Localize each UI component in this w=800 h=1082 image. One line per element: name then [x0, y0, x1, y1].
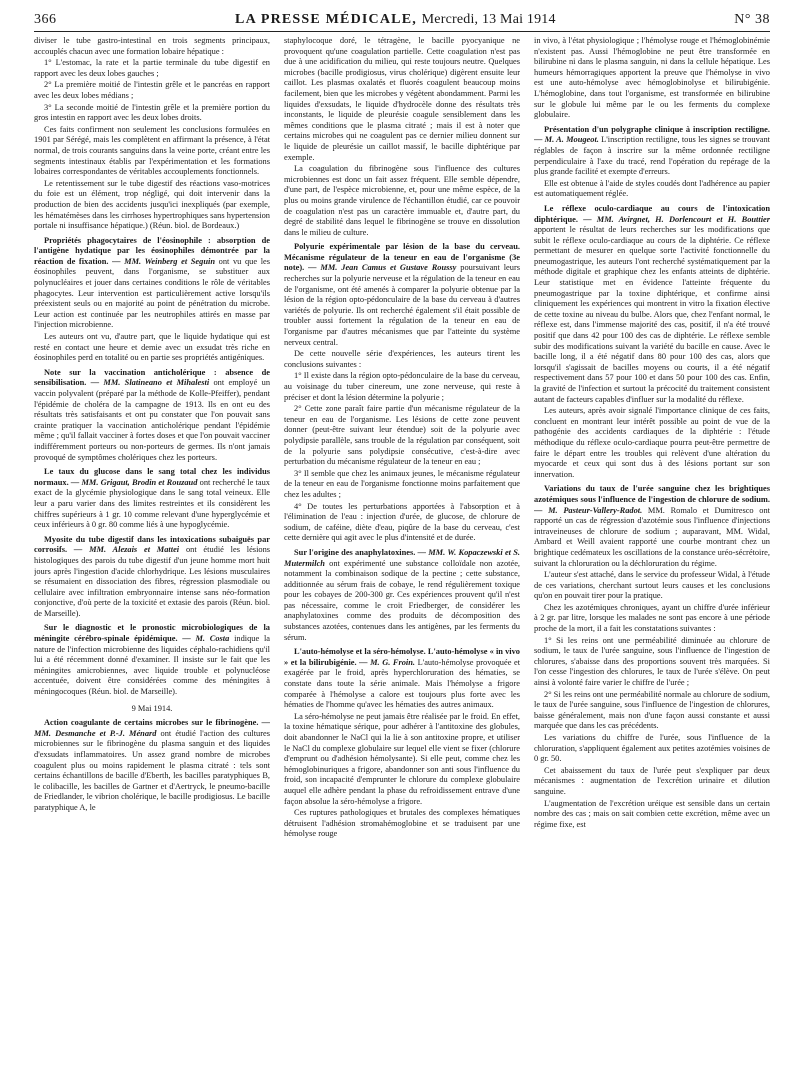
paragraph: Chez les azotémiques chroniques, ayant un chiffre d'urée inférieur à 2 gr. par litre, lorsque les malades ne sont pas encore à une période proche de la mort, il a fait les constatations suivantes : [534, 602, 770, 634]
paragraph: Les auteurs, après avoir signalé l'importance clinique de ces faits, concluent en montrant leur intérêt possible au point de vue de la pathogénie des accidents cardiaques de la diphtérie : l'étude méthodique du réflexe oculo-cardiaque pourra peut-être permettre de faire le départ entre les troubles qui relèvent d'une altération du myocarde et ceux qui sont dus à des lésions portant sur son innervation. [534, 406, 770, 479]
paragraph: L'auteur s'est attaché, dans le service du professeur Widal, à l'étude de ces variations, cherchant surtout leurs causes et les conclusions qu'on en pouvait tirer pour la pratique. [534, 570, 770, 601]
page-number: 366 [34, 12, 57, 27]
paragraph: La séro-hémolyse ne peut jamais être réalisée par le froid. En effet, la toxine hématique sérique, pour adhérer à l'antitoxine des globules, doit abandonner le NaCl qui la lie à son antitoxine propre, et utiliser le NaCl du complexe globulaire sur lequel elle vient se fixer (chlorure d'emprunt ou d'adhésion hémolysante). Si elle peut, comme chez les hémoglobinuriques a frigore, abandonner son anti sous l'influence du froid, son incapacité d'emprunter le chlorure du complexe globulaire auquel elle adhère pendant la phase du refroidissement entrave d'une façon absolue la séro-hémolyse a frigore. [284, 711, 520, 806]
journal-name: LA PRESSE MÉDICALE, [235, 12, 417, 27]
column-2 [284, 36, 520, 1066]
list-item: 2° Cette zone paraît faire partie d'un mécanisme régulateur de la teneur en eau de l'organisme. Les lésions de cette zone peuvent donner (peut-être suivant leur étendue) soit de la polyurie avec polydipsie parallèle, sans trouble de la régulation par conséquent, soit de la polyurie sans polydipsie consécutive, c'est-à-dire avec perturbation du mécanisme régulateur de la teneur en eau ; [284, 404, 520, 467]
text-columns [34, 36, 770, 1066]
section-text: MM. Romalo et Dumitresco ont rapporté un cas de régression d'azotémie sous l'influence d'injections intraveineuses de chlorure de sodium ; auparavant, MM. Widal, Ambard et Weill avaient rapporté une courbe montrant chez un brightique cedémateux les oscillations de la constance uréo-sécrétoire, suivant la chloruration ou la déchloruration du régime. [534, 505, 770, 568]
journal-title [235, 12, 556, 28]
section-authors: — MM. Avirgnet, H. Dorlencourt et H. Bouttier [583, 214, 770, 224]
section-authors: — M. A. Mougeot. [534, 135, 599, 145]
section-authors: — M. Costa [182, 634, 230, 644]
section-text: apportent le résultat de leurs recherches sur les modifications que subit le réflexe oculo-cardiaque au cours de la diphtérie. Ce réflexe permettant de mesurer en quelque sorte l'activité fonctionnelle du pneumogastrique, les auteurs l'ont recherché systématiquement par la méthode digitale et graphique chez les enfants atteints de diphtérie. Leur statistique met en évidence l'atteinte fréquente du pneumogastrique par la toxine diphtérique, et confirme ainsi cliniquement les expériences qui montrent in vitro la fixation élective de cette toxine au niveau du bulbe. Alors que, chez l'enfant normal, le réflexe est, dans l'immense majorité des cas, positif, il n'a été trouvé positif que dans 42 pour 100 des cas de diphtérie. Le réflexe semble subir des modifications suivant la variété du bacille en cause. Avec le bacille long, il a été négatif dans 80 pour 100 des cas, alors que lorsqu'il s'agissait de bacilles moyens ou courts, il a été négatif respectivement dans 57 pour 100 et dans 50 pour 100 des cas. Enfin, la gravité de l'infection et surtout la précocité du traitement consistent autant de facteurs capables d'influer sur la modalité du réflexe. [534, 225, 770, 404]
section-title: Sur le diagnostic et le pronostic microbiologiques de la méningite cérébro-spinale épidémique. [34, 623, 270, 644]
section-authors: — MM. Slatineano et Mihalesti [90, 378, 210, 388]
section-title: Note sur la vaccination anticholérique : absence de sensibilisation. [34, 367, 270, 388]
section-authors: — MM. Weinberg et Seguin [112, 256, 215, 266]
section-authors: — MM. W. Kopaczewski et S. Mutermilch [284, 547, 520, 568]
section-polygraphe [534, 125, 770, 178]
paragraph: diviser le tube gastro-intestinal en trois segments principaux, accouplés chacun avec une formation lobaire hépatique : [34, 36, 270, 56]
section-vaccination [34, 368, 270, 463]
page-header [34, 12, 770, 32]
paragraph: in vivo, à l'état physiologique ; l'hémolyse rouge et l'hémoglobinémie n'existent pas. Aussi l'hémoglobine ne peut être transformée en bilirubine ni dans le plasma sanguin, ni dans la cellule hépatique. Les humeurs hémorragiques apportent la preuve que l'hémolyse in vivo est une auto-hémolyse avec hémoglobinolyse et bilirubigénie. L'hémoglobine, dans tout l'organisme, est transformée en bilirubine sur le globule lui même par le ou les ferments du complexe globulaire. [534, 36, 770, 120]
section-text: L'inscription rectiligne, tous les signes se trouvant réglables de façon à inscrire sur la même ordonnée rectiligne perpendiculaire à l'axe du tracé, rend l'opération du repérage de la plus grande facilité et exempte d'erreurs. [534, 135, 770, 177]
paragraph: L'augmentation de l'excrétion uréique est sensible dans un certain nombre des cas ; mais on sait combien cette excrétion, même avec un régime fixe, est [534, 798, 770, 829]
section-title: Action coagulante de certains microbes sur le fibrinogène. [44, 718, 259, 728]
list-item: 2° La première moitié de l'intestin grêle et le pancréas en rapport avec les deux lobes médians ; [34, 80, 270, 100]
section-coagulante [34, 718, 270, 813]
section-title: Myosite du tube digestif dans les intoxications subaiguës par corrosifs. [34, 534, 270, 555]
section-text: ont étudié les lésions histologiques des parois du tube digestif d'un jeune homme mort huit jours après l'ingestion d'acide chlorhydrique. Les lésions musculaires se résumaient en dissociation des fibres, régression plasmodiale ou cellulaire avec infiltration embryonnaire intense sans néo-formation conjonctive, d'où perte de la toxicité et extasie des parois (Réun. biol. de Marseille). [34, 545, 270, 618]
paragraph: Ces faits confirment non seulement les conclusions formulées en 1901 par Sérégé, mais les complètent en affirmant la présence, à l'état normal, de trois courants sanguins dans la veine porte, créant entre les segments intestinaux établis par l'expérimentation et les formations lobaires correspondantes de véritables accouplements fonctionnels. [34, 124, 270, 177]
section-text: indique la nature de l'infection microbienne des liquides céphalo-rachidiens qu'il lui a été récemment donné d'examiner. Il insiste sur le fait que les méningites amicrobiennes, avec liquide trouble et polynucléose accentuée, doivent être considérées comme des méningites à méningocoques (Réun. biol. de Marseille). [34, 634, 270, 697]
list-item: 1° Il existe dans la région opto-pédonculaire de la base du cerveau, au voisinage du tuber cinereum, une zone nerveuse, qui reste à préciser et dont la lésion détermine la polyurie ; [284, 371, 520, 402]
section-glucose [34, 467, 270, 531]
list-item: 2° Si les reins ont une perméabilité normale au chlorure de sodium, le taux de l'urée sanguine, sous l'influence de l'ingestion de chlorures, baisse généralement, mais non d'une façon aussi constante et aussi marquée que dans les cas précédents. [534, 689, 770, 731]
section-title: Sur l'origine des anaphylatoxines. [294, 547, 416, 557]
section-authors: — MM. Grigaut, Brodin et Rouzaud [70, 477, 198, 487]
section-polyurie [284, 242, 520, 348]
section-title: Le réflexe oculo-cardiaque au cours de l'intoxication diphtérique. [534, 203, 770, 224]
section-eosinophile [34, 236, 270, 331]
paragraph: Cet abaissement du taux de l'urée peut s'expliquer par deux mécanismes : augmentation de l'excrétion urinaire et dilution sanguine. [534, 765, 770, 796]
section-text: ont vu que les éosinophiles peuvent, dans l'organisme, se substituer aux polynucléaires et jouer dans certaines conditions le rôle de véritables phagocytes. Leur intervention est particulièrement active lorsqu'ils préexistent seuls ou en majorité au point de pénétration du microbe. Leur action est continuée par les neutrophiles attirés en masse par l'injection microbienne. [34, 256, 270, 330]
list-item: 1° Si les reins ont une perméabilité diminuée au chlorure de sodium, le taux de l'urée sanguine, sous l'influence de l'ingestion de chlorures, s'abaisse dans des proportions souvent très marquées. Si l'on cesse l'ingestion des chlorures, le taux de l'urée s'élève. On peut ainsi à volonté faire varier le chiffre de l'urée ; [534, 635, 770, 688]
section-authors: — MM. Desmanche et P.-J. Ménard [34, 718, 270, 738]
section-authors: — M. Pasteur-Vallery-Radot. [534, 505, 643, 515]
section-text: L'auto-hémolyse provoquée et exagérée par le froid, après hyperchloruration des hématies, se constate dans toute la série animale. Mais l'hémolyse a frigore comparée à l'hémolyse a calore est toujours plus forte avec les hématies de l'homme qu'avec les hématies des autres animaux. [284, 657, 520, 710]
section-text: poursuivant leurs recherches sur la polyurie nerveuse et la régulation de la teneur en eau de l'organisme, ont été amenés à comparer la polyurie obtenue par la lésion de la région opto-pédonculaire de la base du cerveau à d'autres variétés de polyurie. Ils ont recherché également s'il était possible de troubler aussi fortement la régulation de la teneur en eau de l'organisme par d'autres mécanismes que par l'atteinte du système nerveux central. [284, 263, 520, 347]
section-title: Le taux du glucose dans le sang total chez les individus normaux. [34, 467, 270, 487]
paragraph: Ces ruptures pathologiques et brutales des complexes hématiques détruisent l'adhésion stromahémoglobine et se traduisent par une hémolyse rouge [284, 808, 520, 839]
paragraph: La coagulation du fibrinogène sous l'influence des cultures microbiennes est donc un fait assez fréquent. Elle semble dépendre, d'une part, de l'espèce microbienne, et, pour une même espèce, de la plus ou moins grande virulence de l'échantillon étudié, car ce pouvoir de coagulation n'est pas un caractère immuable et, d'autre part, du degré de stabilité dans lequel le fibrinogène se trouve en dissolution dans le milieu de culture. [284, 164, 520, 237]
section-title: Variations du taux de l'urée sanguine chez les brightiques azotémiques sous l'influence de l'ingestion de chlorure de sodium. [534, 484, 770, 504]
section-title: L'auto-hémolyse et la séro-hémolyse. L'auto-hémolyse « in vivo » et la bilirubigénie. [284, 647, 520, 667]
issue-number: N° 38 [734, 12, 770, 27]
section-title: Polyurie expérimentale par lésion de la base du cerveau. Mécanisme régulateur de la teneur en eau de l'organisme (3e note). [284, 242, 520, 273]
section-text: ont recherché le taux exact de la glycémie physiologique dans le sang total veineux. Elle leur a paru varier dans des limites restreintes et ils considèrent les chiffres supérieurs à 1 gr. 10 comme relevant d'une hyperglycémie et ceux inférieurs à 0 gr. 80 comme liés à une hypoglycémie. [34, 477, 270, 530]
paragraph: Les auteurs ont vu, d'autre part, que le liquide hydatique qui est resté en contact une heure et demie avec un exsudat très riche en éosinophiles perd en totalité ou en partie ses propriétés antigéniques. [34, 332, 270, 363]
list-item: 1° L'estomac, la rate et la partie terminale du tube digestif en rapport avec les deux lobes gauches ; [34, 58, 270, 78]
section-uree [534, 484, 770, 569]
list-item: 4° De toutes les perturbations apportées à l'absorption et à l'élimination de l'eau : injection d'urée, de glucose, de chlorure de sodium, de caféine, diète d'eau, piqûre de la base du cerveau, c'est cette dernière qui agit avec le plus d'intensité et de durée. [284, 501, 520, 543]
section-authors: — MM. Jean Camus et Gustave Roussy [308, 263, 457, 273]
section-authors: — M. G. Froin. [359, 657, 416, 667]
section-auto-hemolyse [284, 647, 520, 711]
column-3 [534, 36, 770, 1066]
list-item: 3° Il semble que chez les animaux jeunes, le mécanisme régulateur de la teneur en eau de l'organisme fonctionne moins parfaitement que chez les adultes ; [284, 468, 520, 499]
section-authors: — MM. Alezais et Mattei [73, 545, 180, 555]
paragraph: De cette nouvelle série d'expériences, les auteurs tirent les conclusions suivantes : [284, 349, 520, 369]
section-myosite [34, 535, 270, 620]
paragraph: Elle est obtenue à l'aide de styles coudés dont l'adhérence au papier est automatiquement réglée. [534, 178, 770, 199]
section-title: Propriétés phagocytaires de l'éosinophile : absorption de l'antigène hydatique par les éosinophiles démontrée par la réaction de fixation. [34, 235, 270, 266]
section-anaphylatoxines [284, 548, 520, 643]
section-text: ont expérimenté une substance colloïdale non azotée, notamment la combinaison sodique de la pectine ; cette substance, additionnée au sérum frais de cobaye, le rend régulièrement toxique pour les cobayes de 200-300 gr. Ces expériences prouvent qu'il n'est pas nécessaire, comme le croit Friedberger, de considérer les anaphylatoxines comme des produits de décomposition des substances azotées, contenues dans les antigènes, par les ferments du sérum. [284, 558, 520, 642]
column-1 [34, 36, 270, 1066]
list-item: 3° La seconde moitié de l'intestin grêle et la première portion du gros intestin en rapport avec les deux lobes droits. [34, 102, 270, 123]
section-text: ont employé un vaccin polyvalent (préparé par la méthode de Kolle-Pfeiffer), pendant l'épidémie de choléra de la campagne de 1913. Ils en ont eu des résultats très satisfaisants et ont pu constater que l'on pouvait sans crainte pratiquer la vaccination anticholérique pendant l'épidémie même ; qu'il fallait vacciner à fortes doses et que l'on pouvait vacciner indifféremment porteurs ou non-porteurs de germes. Ils n'ont jamais provoqué de symptômes cholériques chez les porteurs. [34, 378, 270, 462]
section-text: ont étudié l'action des cultures microbiennes sur le fibrinogène du plasma sanguin et des liquides d'exsudats inflammatoires. Un assez grand nombre de microbes coagulent plus ou moins rapidement le plasma citraté : tels sont certains échantillons de bacille d'Eberth, les bacilles paratyphiques B, le colibacille, les bacilles de Gartner et d'Aertryck, le pneumo-bacille de Friedlander, le vibrion cholérique, le bacille prodigiosus. Le bacille paratyphique A, le [34, 728, 270, 812]
paragraph: Les variations du chiffre de l'urée, sous l'influence de la chloruration, s'appliquent également aux petites azotémies voisines de 0 gr. 50. [534, 733, 770, 764]
paragraph: staphylocoque doré, le tétragène, le bacille pyocyanique ne provoquent qu'une coagulation partielle. Cette coagulation n'est pas due à une acidification du milieu, qui reste toujours neutre. Quelques microbes (bacille prodigiosus, virus cholérique) digèrent ensuite leur caillot. Les plasmas oxalatés et fluorés coagulent beaucoup moins facilement, bien que les microbes y végètent abondamment. Parmi les liquides d'exsudats, le liquide d'hydrocèle donne des résultats très inconstants, le liquide de pleurésie coagule sensiblement dans les mêmes conditions que le plasma citraté ; mais il est à noter que certains microbes qui ne coagulent pas ce dernier milieu donnent sur le liquide de pleurésie un caillot massif, le bacille diphtérique par exemple. [284, 36, 520, 162]
section-meningite [34, 623, 270, 697]
session-date: 9 Mai 1914. [131, 703, 173, 713]
paragraph: Le retentissement sur le tube digestif des réactions vaso-motrices du foie est un élément, trop négligé, qui doit intervenir dans la production de bien des accidents jusqu'ici inexpliqués (par exemple, les hématémèses dans les cirrhoses hypertrophiques sans hypertension portale ni insuffisance hépatique.) (Réun. biol. de Bordeaux.) [34, 178, 270, 231]
issue-date: Mercredi, 13 Mai 1914 [421, 12, 556, 27]
section-reflexe [534, 204, 770, 405]
section-title: Présentation d'un polygraphe clinique à inscription rectiligne. [544, 124, 770, 134]
